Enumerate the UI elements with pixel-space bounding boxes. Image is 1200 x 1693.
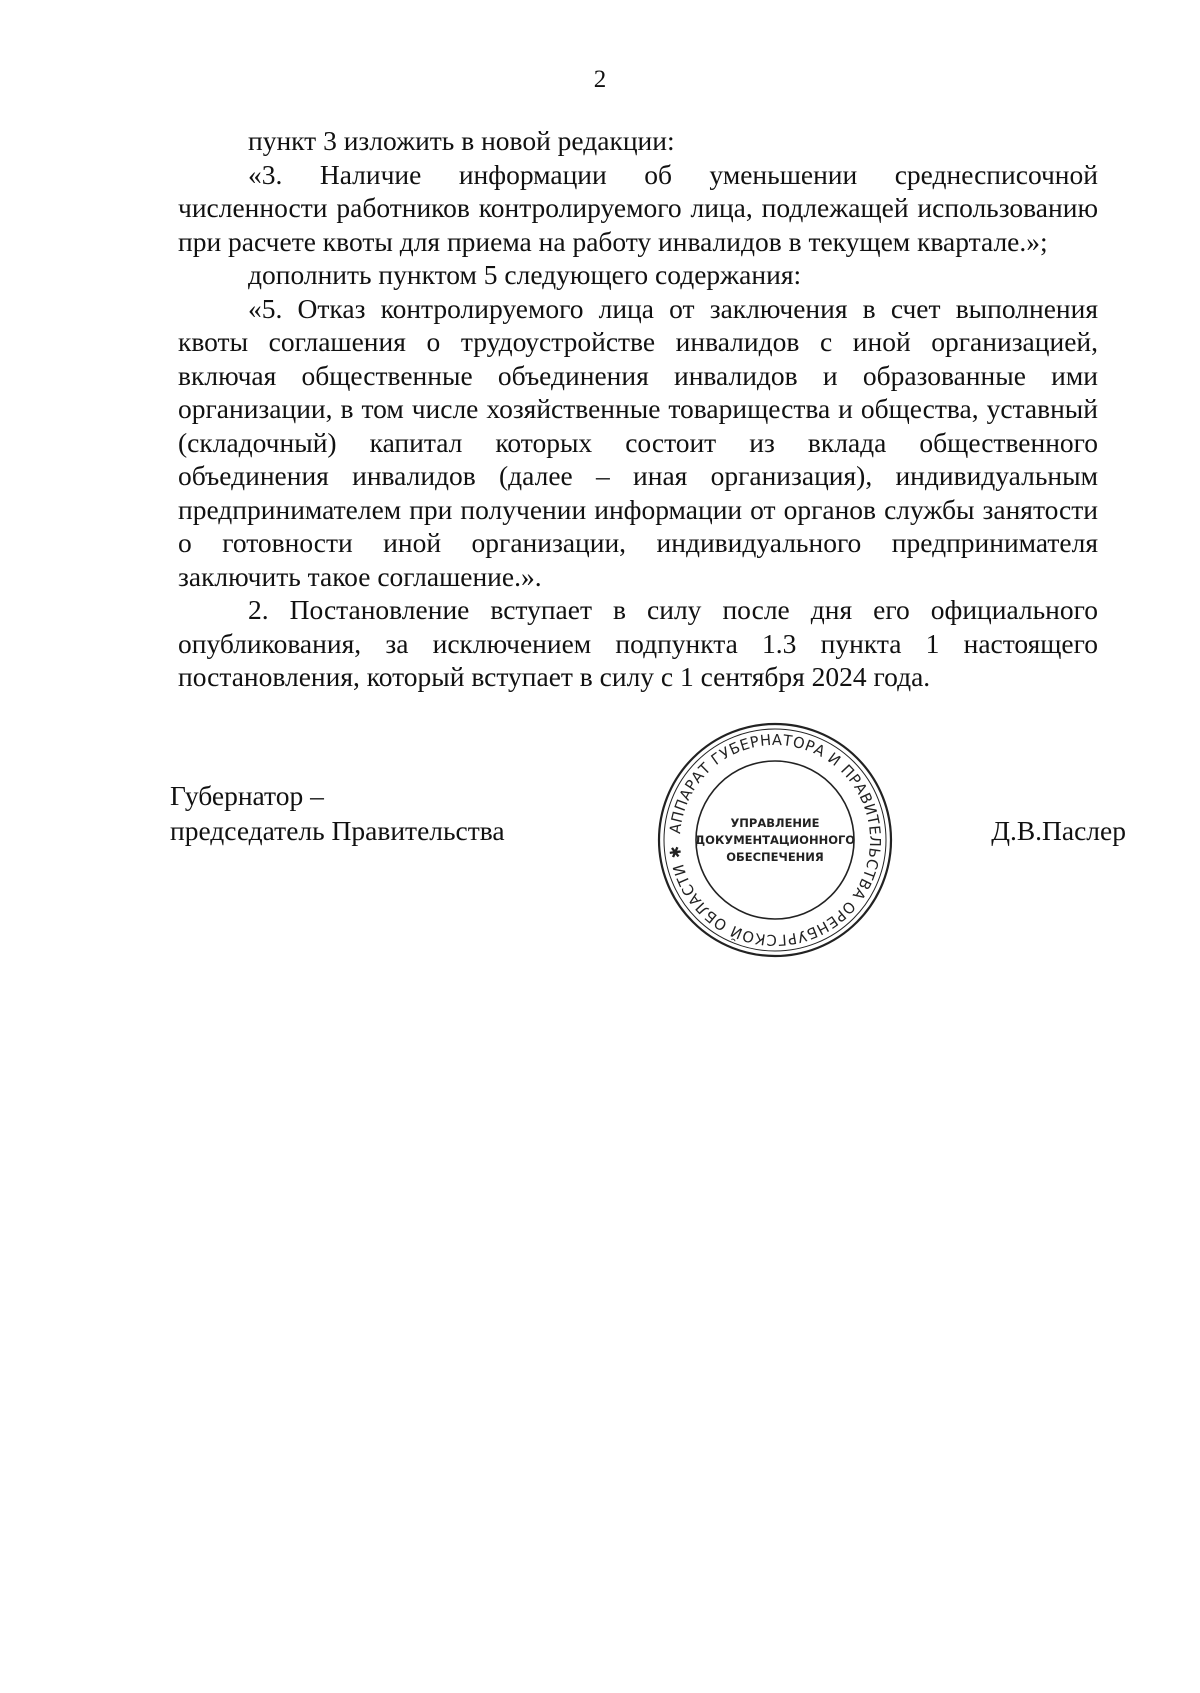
signatory-title [170, 778, 505, 848]
paragraph-2: «3. Наличие информации об уменьшении среднесписочной численности работников контролируемого лица, подлежащей использованию при расчете квоты для приема на работу инвалидов в текущем квартале.»; [178, 158, 1098, 257]
paragraph-3: дополнить пунктом 5 следующего содержания: [248, 259, 802, 290]
seal-graphic [655, 720, 895, 960]
signatory-name: Д.В.Паслер [991, 815, 1126, 846]
document-body [178, 124, 1098, 694]
paragraph-4: «5. Отказ контролируемого лица от заключения в счет выполнения квоты соглашения о трудоустройстве инвалидов с иной организацией, включая общественные объединения инвалидов и образованные ими организации, в том числе хозяйственные товарищества и общества, уставный (складочный) капитал которых состоит из вклада общественного объединения инвалидов (далее – иная организация), индивидуальным предпринимателем при получении информации от органов службы занятости о готовности иной организации, индивидуального предпринимателя заключить такое соглашение.». [178, 292, 1098, 592]
seal-ring-text: АППАРАТ ГУБЕРНАТОРА И ПРАВИТЕЛЬСТВА ОРЕНБУРГСКОЙ ОБЛАСТИ ✱ [665, 730, 885, 950]
seal-center-line-3: ОБЕСПЕЧЕНИЯ [726, 850, 824, 864]
seal-center-line-2: ДОКУМЕНТАЦИОННОГО [694, 833, 856, 847]
signatory-title-line-1: Губернатор – [170, 780, 324, 811]
signatory-title-line-2: председатель Правительства [170, 815, 505, 846]
paragraph-1: пункт 3 изложить в новой редакции: [248, 125, 675, 156]
paragraph-5: 2. Постановление вступает в силу после дня его официального опубликования, за исключением подпункта 1.3 пункта 1 настоящего постановления, который вступает в силу с 1 сентября 2024 года. [178, 594, 1098, 692]
page-number: 2 [593, 66, 607, 93]
official-seal [655, 720, 895, 960]
seal-center-line-1: УПРАВЛЕНИЕ [730, 816, 820, 830]
